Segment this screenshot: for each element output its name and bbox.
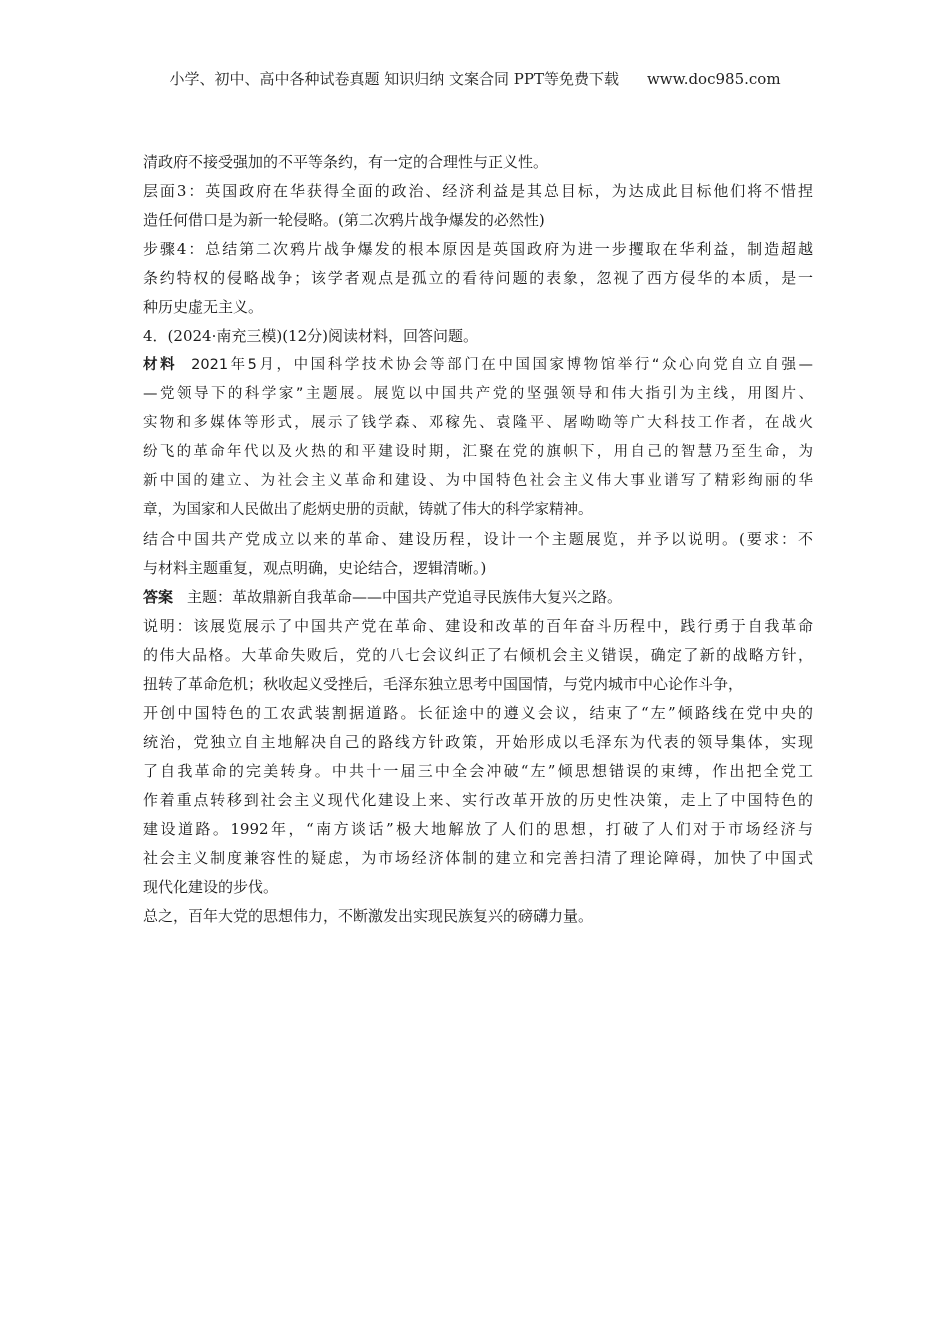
material-text: 2021年5月，中国科学技术协会等部门在中国国家博物馆举行“众心向党自立自强— bbox=[191, 357, 813, 373]
text-line: 了自我革命的完美转身。中共十一届三中全会冲破“左”倾思想错误的束缚，作出把全党工 bbox=[143, 762, 813, 780]
material-line bbox=[143, 351, 813, 380]
text-line: 条约特权的侵略战争；该学者观点是孤立的看待问题的表象，忽视了西方侵华的本质，是一 bbox=[143, 269, 813, 287]
material-label: 材料 bbox=[143, 357, 178, 373]
text-line: 造任何借口是为新一轮侵略。(第二次鸦片战争爆发的必然性) bbox=[143, 211, 545, 229]
text-line: 结合中国共产党成立以来的革命、建设历程，设计一个主题展览，并予以说明。(要求：不 bbox=[143, 530, 813, 548]
answer-label: 答案 bbox=[143, 588, 174, 606]
text-line: 总之，百年大党的思想伟力，不断激发出实现民族复兴的磅礴力量。 bbox=[143, 907, 594, 925]
material-line: —党领导下的科学家”主题展。展览以中国共产党的坚强领导和伟大指引为主线，用图片、 bbox=[143, 386, 813, 402]
text-line: 种历史虚无主义。 bbox=[143, 298, 264, 316]
text-line: 清政府不接受强加的不平等条约，有一定的合理性与正义性。 bbox=[143, 153, 549, 171]
text-line: 扭转了革命危机；秋收起义受挫后，毛泽东独立思考中国国情，与党内城市中心论作斗争， bbox=[143, 675, 744, 693]
page-header bbox=[0, 68, 950, 89]
text-line: 步骤4：总结第二次鸦片战争爆发的根本原因是英国政府为进一步攫取在华利益，制造超越 bbox=[143, 240, 813, 258]
text-line: 社会主义制度兼容性的疑虑，为市场经济体制的建立和完善扫清了理论障碍，加快了中国式 bbox=[143, 849, 813, 867]
header-text: 小学、初中、高中各种试卷真题 知识归纳 文案合同 PPT等免费下载 bbox=[169, 70, 619, 88]
text-line: 建设道路。1992年，“南方谈话”极大地解放了人们的思想，打破了人们对于市场经济与 bbox=[143, 820, 813, 838]
text-line: 与材料主题重复，观点明确，史论结合，逻辑清晰。) bbox=[143, 559, 487, 577]
text-line: 作着重点转移到社会主义现代化建设上来、实行改革开放的历史性决策，走上了中国特色的 bbox=[143, 791, 813, 809]
answer-line bbox=[143, 583, 813, 612]
material-line: 章，为国家和人民做出了彪炳史册的贡献，铸就了伟大的科学家精神。 bbox=[143, 502, 593, 518]
header-url[interactable]: www.doc985.com bbox=[646, 70, 781, 88]
text-line: 层面3：英国政府在华获得全面的政治、经济利益是其总目标，为达成此目标他们将不惜捏 bbox=[143, 182, 813, 200]
text-line: 说明：该展览展示了中国共产党在革命、建设和改革的百年奋斗历程中，践行勇于自我革命 bbox=[143, 617, 813, 635]
material-line: 新中国的建立、为社会主义革命和建设、为中国特色社会主义伟大事业谱写了精彩绚丽的华 bbox=[143, 473, 813, 489]
text-line: 的伟大品格。大革命失败后，党的八七会议纠正了右倾机会主义错误，确定了新的战略方针， bbox=[143, 646, 813, 664]
material-line: 纷飞的革命年代以及火热的和平建设时期，汇聚在党的旗帜下，用自己的智慧乃至生命，为 bbox=[143, 444, 813, 460]
text-line: 现代化建设的步伐。 bbox=[143, 878, 279, 896]
document-body bbox=[143, 148, 813, 931]
answer-text: 主题：革故鼎新自我革命——中国共产党追寻民族伟大复兴之路。 bbox=[187, 588, 623, 606]
text-line: 开创中国特色的工农武装割据道路。长征途中的遵义会议，结束了“左”倾路线在党中央的 bbox=[143, 704, 813, 722]
text-line: 统治，党独立自主地解决自己的路线方针政策，开始形成以毛泽东为代表的领导集体，实现 bbox=[143, 733, 813, 751]
material-line: 实物和多媒体等形式，展示了钱学森、邓稼先、袁隆平、屠呦呦等广大科技工作者，在战火 bbox=[143, 415, 813, 431]
question-heading: 4．(2024·南充三模)(12分)阅读材料，回答问题。 bbox=[143, 327, 478, 345]
